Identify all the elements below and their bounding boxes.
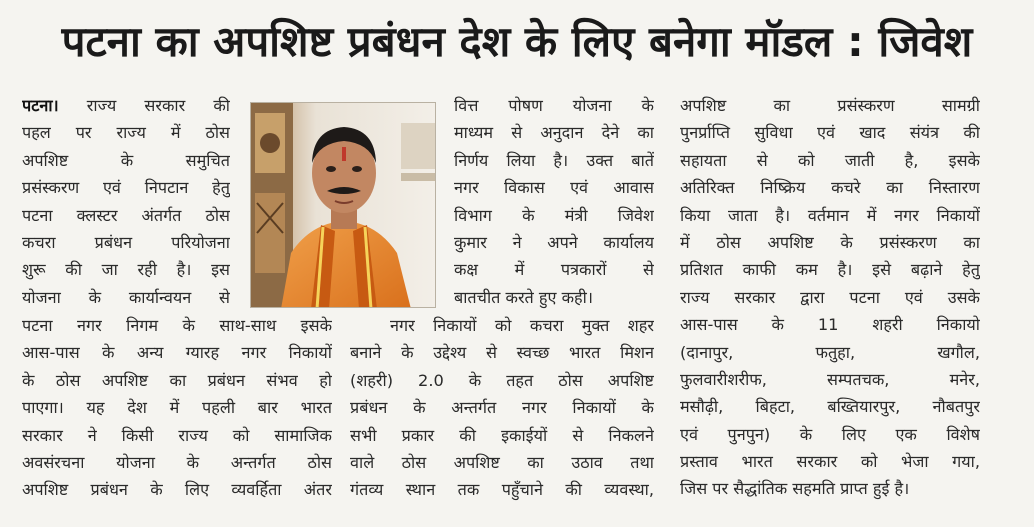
text-line: बातचीत करते हुए कही। xyxy=(454,287,593,307)
text-line: कक्ष में पत्रकारों से xyxy=(454,260,654,280)
text-line: पटना नगर निगम के साथ-साथ इसके xyxy=(22,316,332,335)
text-line: योजना के कार्यान्वयन से xyxy=(22,287,230,307)
text-line: राज्य सरकार द्वारा पटना एवं उसके xyxy=(680,287,980,307)
text-line: (दानापुर, फतुहा, खगौल, xyxy=(680,342,980,362)
text-line: शुरू की जा रही है। इस xyxy=(22,260,230,280)
text-line: वाले ठोस अपशिष्ट का उठाव तथा xyxy=(350,452,654,472)
article-column-2 xyxy=(454,92,654,311)
article-column-3 xyxy=(680,92,980,503)
text-line: आस-पास के 11 शहरी निकायो xyxy=(680,315,980,335)
text-line: विभाग के मंत्री जिवेश xyxy=(454,205,654,225)
text-line: गंतव्य स्थान तक पहुँचाने की व्यवस्था, xyxy=(350,480,654,500)
text-line: प्रबंधन के अन्तर्गत नगर निकायों के xyxy=(350,398,654,418)
article-column-2-continued xyxy=(350,312,654,504)
text-line: में ठोस अपशिष्ट के प्रसंस्करण का xyxy=(680,232,980,252)
text-line: सभी प्रकार की इकाईयों से निकलने xyxy=(350,425,654,445)
dateline: पटना। xyxy=(22,96,59,115)
article-column-1-continued xyxy=(22,312,332,504)
minister-photo xyxy=(250,102,436,308)
text-line: एवं पुनपुन) के लिए एक विशेष xyxy=(680,424,980,444)
text-line: आस-पास के अन्य ग्यारह नगर निकायों xyxy=(22,343,332,363)
text-line: अपशिष्ट प्रबंधन के लिए व्यवर्हिता अंतर xyxy=(22,480,332,500)
text-line: किया जाता है। वर्तमान में नगर निकायों xyxy=(680,205,980,225)
text-line: मसौढ़ी, बिहटा, बख्तियारपुर, नौबतपुर xyxy=(680,397,980,417)
text-line: फुलवारीशरीफ, सम्पतचक, मनेर, xyxy=(680,369,980,389)
text-line: अपशिष्ट के समुचित xyxy=(22,150,230,170)
text-line: नगर विकास एवं आवास xyxy=(454,178,654,198)
text-line: नगर निकायों को कचरा मुक्त शहर xyxy=(390,316,654,335)
text-line: सहायता से को जाती है, इसके xyxy=(680,150,980,170)
text-line: (शहरी) 2.0 के तहत ठोस अपशिष्ट xyxy=(350,370,654,390)
text-line: कचरा प्रबंधन परियोजना xyxy=(22,232,230,252)
text-line: बनाने के उद्देश्य से स्वच्छ भारत मिशन xyxy=(350,343,654,363)
headline: पटना का अपशिष्ट प्रबंधन देश के लिए बनेगा मॉडल : जिवेश xyxy=(61,17,973,66)
text-line: पटना क्लस्टर अंतर्गत ठोस xyxy=(22,205,230,225)
text-line: पटना। राज्य सरकार की xyxy=(22,96,230,115)
text-line: माध्यम से अनुदान देने का xyxy=(454,123,654,143)
text-line: के ठोस अपशिष्ट का प्रबंधन संभव हो xyxy=(22,370,332,390)
text-line: पहल पर राज्य में ठोस xyxy=(22,123,230,143)
text-line: प्रतिशत काफी कम है। इसे बढ़ाने हेतु xyxy=(680,260,980,280)
text-line: सरकार ने किसी राज्य को सामाजिक xyxy=(22,425,332,445)
portrait-image xyxy=(251,103,436,308)
text-line: कुमार ने अपने कार्यालय xyxy=(454,232,654,252)
text-line: अतिरिक्त निष्क्रिय कचरे का निस्तारण xyxy=(680,178,980,198)
text-line: जिस पर सैद्धांतिक सहमति प्राप्त हुई है। xyxy=(680,479,910,499)
article-column-1 xyxy=(22,92,230,311)
text-line: प्रस्ताव भारत सरकार को भेजा गया, xyxy=(680,452,980,472)
text-line: अपशिष्ट का प्रसंस्करण सामग्री xyxy=(680,96,980,115)
text-line: निर्णय लिया है। उक्त बातें xyxy=(454,150,654,170)
text-line: अवसंरचना योजना के अन्तर्गत ठोस xyxy=(22,452,332,472)
text-line: पाएगा। यह देश में पहली बार भारत xyxy=(22,398,332,418)
text-line: वित्त पोषण योजना के xyxy=(454,96,654,115)
text-line: प्रसंस्करण एवं निपटान हेतु xyxy=(22,178,230,198)
text-line: पुनर्प्राप्ति सुविधा एवं खाद संयंत्र की xyxy=(680,123,980,143)
